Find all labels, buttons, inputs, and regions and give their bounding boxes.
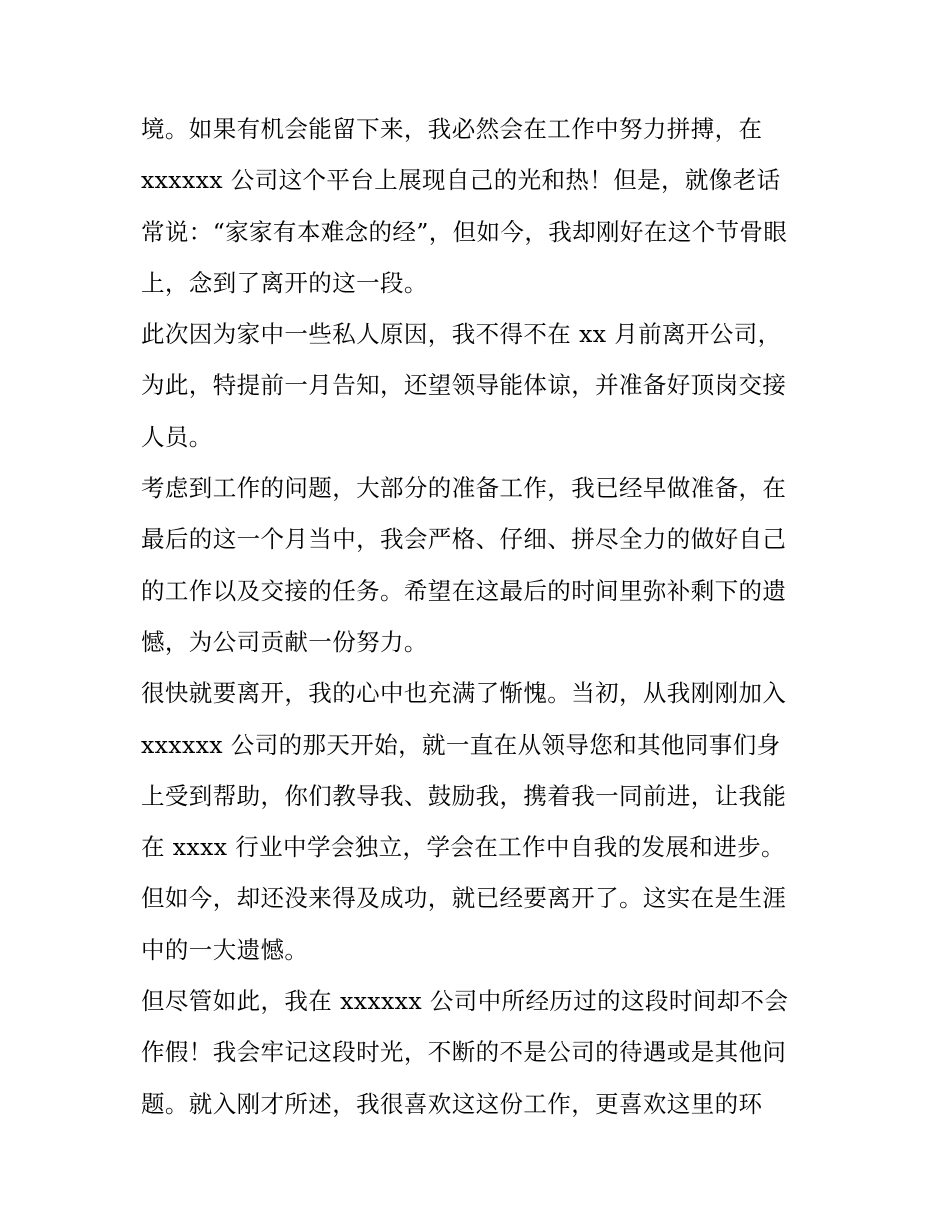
text-line: 在 xxxx 行业中学会独立，学会在工作中自我的发展和进步。 bbox=[141, 833, 785, 862]
text-line: 作假！我会牢记这段时光，不断的不是公司的待遇或是其他问 bbox=[141, 1038, 787, 1067]
body-text bbox=[141, 104, 821, 1130]
text-line: 境。如果有机会能留下来，我必然会在工作中努力拼搏，在 bbox=[141, 115, 763, 143]
text-line: 题。就入刚才所述，我很喜欢这这份工作，更喜欢这里的环 bbox=[141, 1089, 763, 1118]
text-line: 最后的这一个月当中，我会严格、仔细、拼尽全力的做好自己 bbox=[141, 525, 787, 554]
text-line: 为此，特提前一月告知，还望领导能体谅，并准备好顶岗交接 bbox=[141, 371, 787, 400]
text-line: 中的一大遗憾。 bbox=[141, 935, 309, 964]
text-line: 但如今，却还没来得及成功，就已经要离开了。这实在是生涯 bbox=[141, 884, 787, 913]
text-line: xxxxxx 公司这个平台上展现自己的光和热！但是，就像老话 bbox=[141, 166, 781, 195]
text-line: 考虑到工作的问题，大部分的准备工作，我已经早做准备，在 bbox=[141, 474, 787, 503]
text-line: 上，念到了离开的这一段。 bbox=[141, 268, 428, 297]
text-line: 的工作以及交接的任务。希望在这最后的时间里弥补剩下的遗 bbox=[141, 576, 787, 605]
text-line: 但尽管如此，我在 xxxxxx 公司中所经历过的这段时间却不会 bbox=[141, 987, 789, 1016]
text-line: 此次因为家中一些私人原因，我不得不在 xx 月前离开公司， bbox=[141, 320, 782, 349]
text-line: 上受到帮助，你们教导我、鼓励我，携着我一同前进，让我能 bbox=[141, 781, 787, 810]
text-line: 憾，为公司贡献一份努力。 bbox=[141, 627, 428, 656]
text-line: 很快就要离开，我的心中也充满了惭愧。当初，从我刚刚加入 bbox=[141, 679, 787, 708]
text-line: 常说：“家家有本难念的经”，但如今，我却刚好在这个节骨眼 bbox=[141, 217, 788, 246]
text-line: xxxxxx 公司的那天开始，就一直在从领导您和其他同事们身 bbox=[141, 730, 781, 759]
text-line: 人员。 bbox=[141, 422, 213, 451]
